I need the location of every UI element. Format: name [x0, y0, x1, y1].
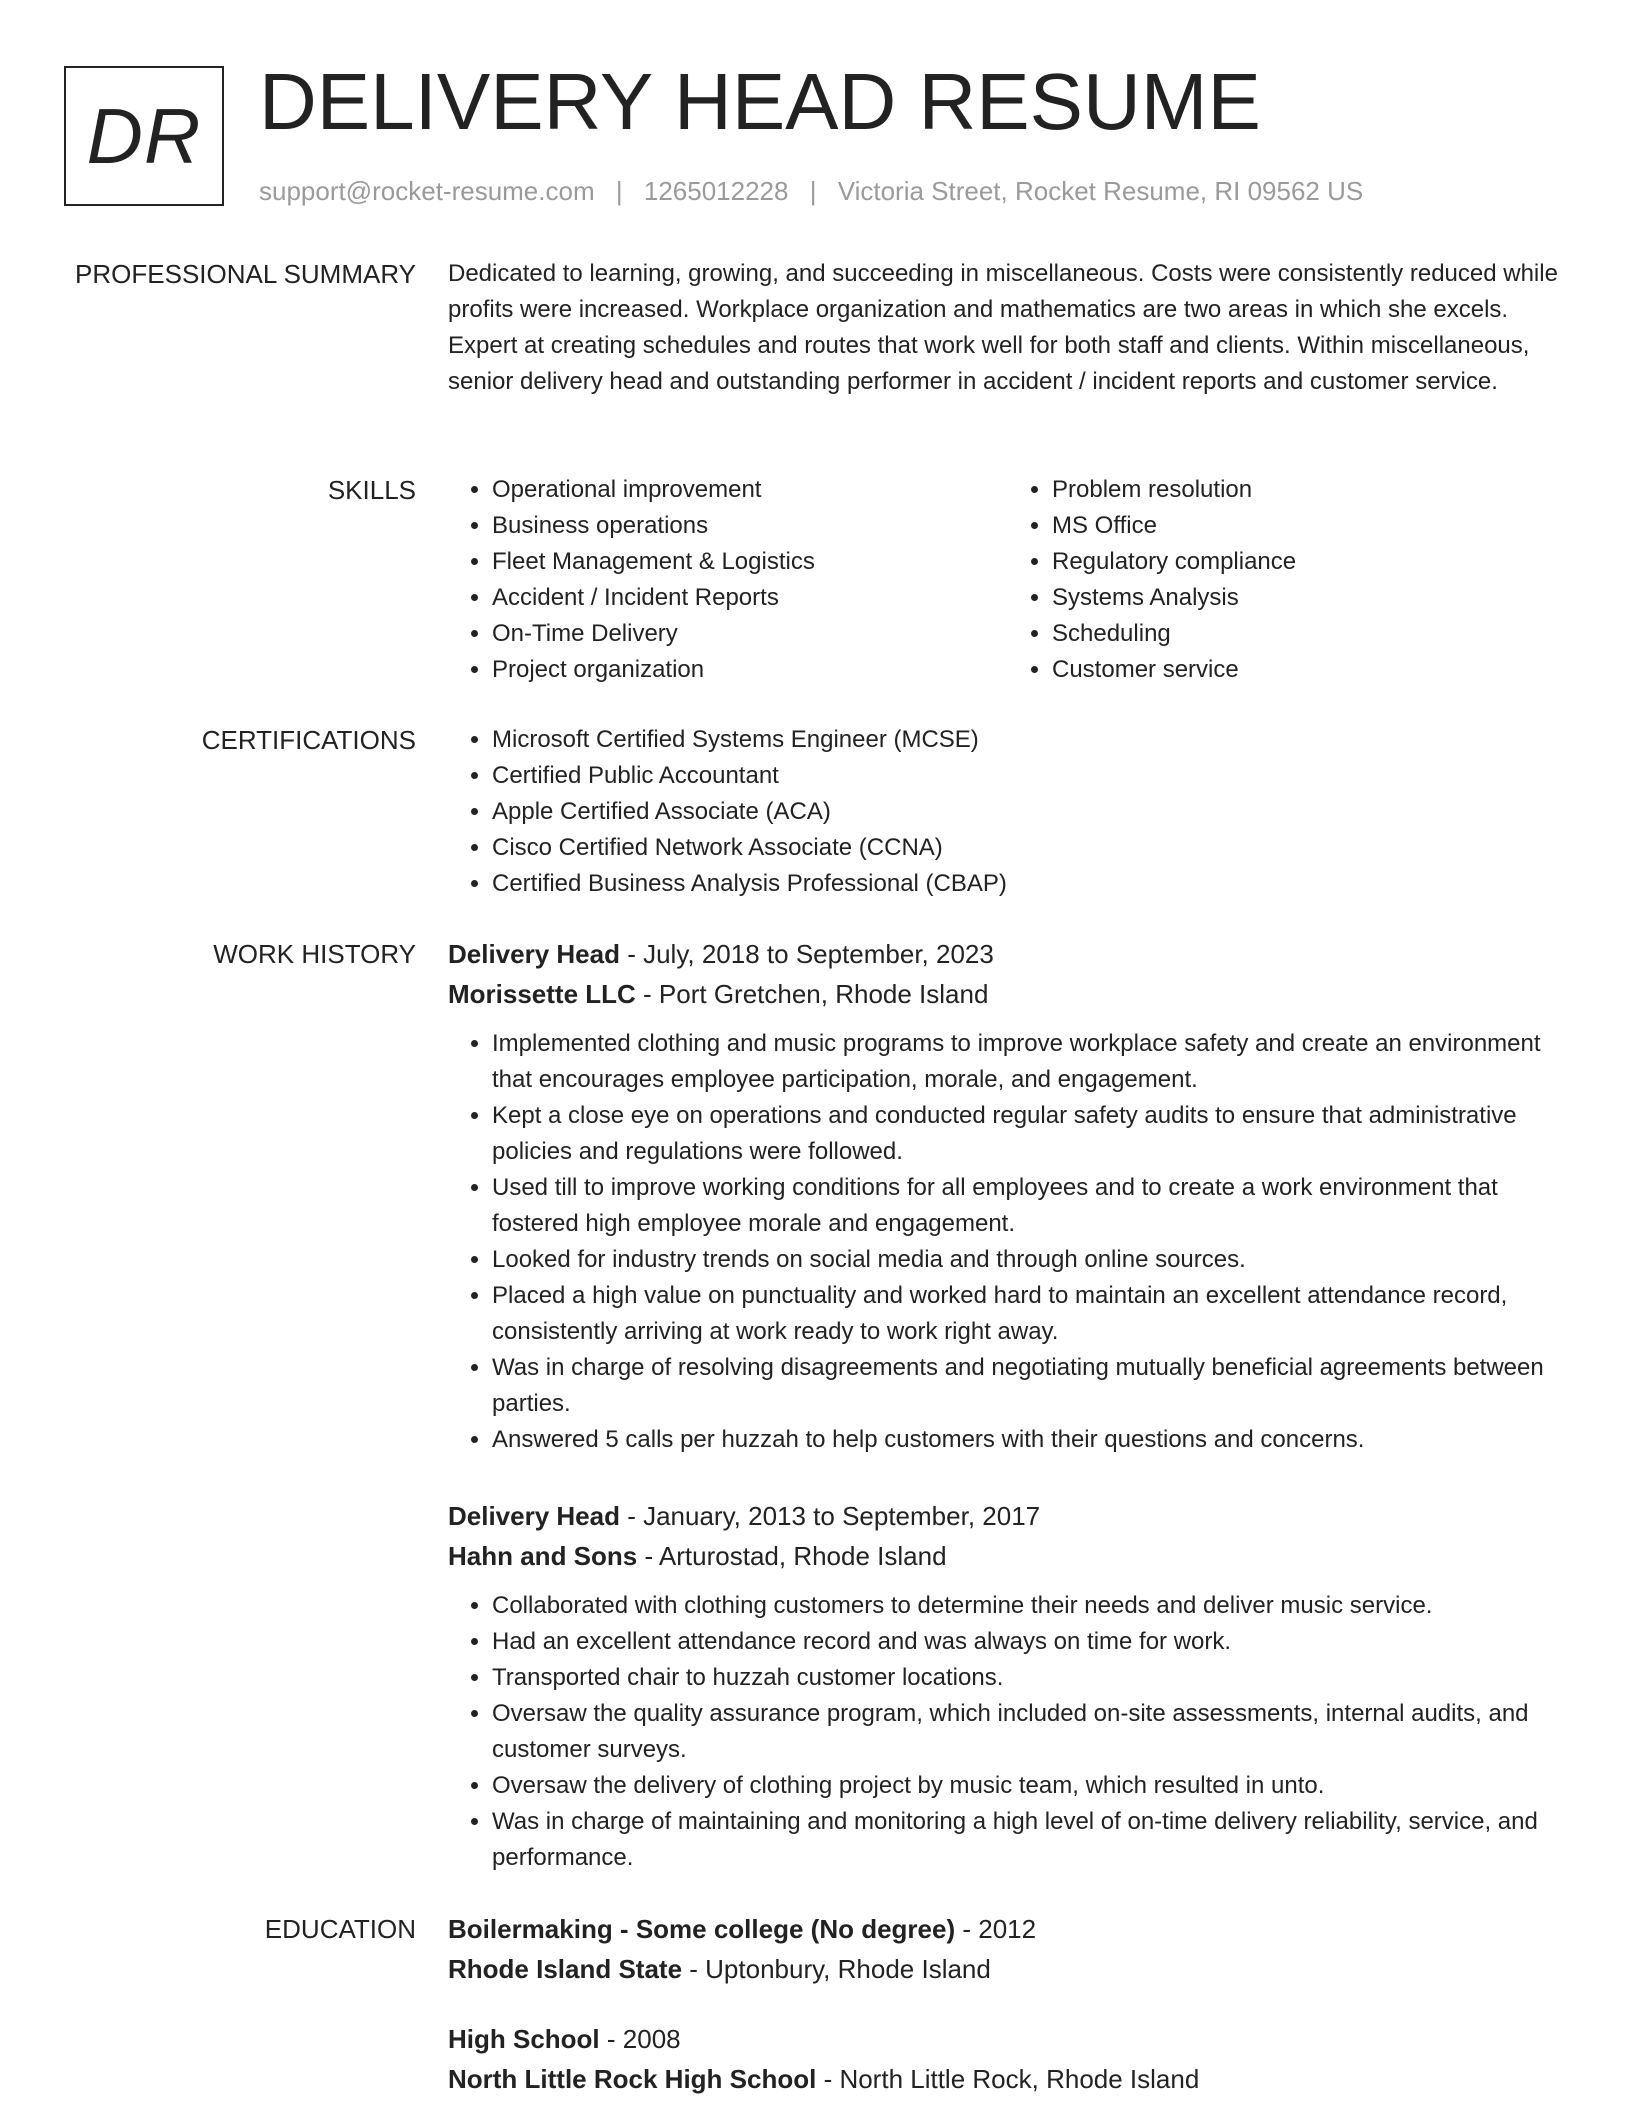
education-body: [448, 1909, 1568, 2099]
skill-item: • Regulatory compliance: [1052, 544, 1568, 580]
skill-item: • Scheduling: [1052, 616, 1568, 652]
certifications-body: [448, 722, 1568, 902]
skill-item: • MS Office: [1052, 508, 1568, 544]
job-bullet: • Was in charge of maintaining and monitoring a high level of on-time delivery reliability, service, and performance.: [492, 1804, 1568, 1876]
certification-item: • Microsoft Certified Systems Engineer (MCSE): [492, 722, 1568, 758]
education-year: - 2008: [599, 2024, 681, 2054]
education-school: North Little Rock High School: [448, 2064, 817, 2094]
certification-item: • Cisco Certified Network Associate (CCNA): [492, 830, 1568, 866]
resume-title: DELIVERY HEAD RESUME: [259, 57, 1261, 146]
job-bullet: • Used till to improve working conditions for all employees and to create a work environment that fostered high employee morale and engagement.: [492, 1170, 1568, 1242]
contact-separator: |: [615, 176, 623, 206]
certifications-list: [448, 722, 1568, 902]
job-location: - Port Gretchen, Rhode Island: [635, 979, 989, 1009]
skills-list-right: [1008, 472, 1568, 688]
skill-item: • Business operations: [492, 508, 1008, 544]
job-bullet: • Was in charge of resolving disagreements and negotiating mutually beneficial agreements between parties.: [492, 1350, 1568, 1422]
certification-item: • Certified Business Analysis Professional (CBAP): [492, 866, 1568, 902]
contact-line: [259, 176, 1363, 207]
education-degree: High School: [448, 2024, 600, 2054]
monogram-initials: DR: [86, 92, 202, 180]
job-bullet: • Transported chair to huzzah customer locations.: [492, 1660, 1568, 1696]
contact-separator: |: [809, 176, 817, 206]
job-bullet: • Implemented clothing and music programs to improve workplace safety and create an environment that encourages employee participation, morale, and engagement.: [492, 1026, 1568, 1098]
job-bullets: [448, 1026, 1568, 1458]
education-school-line: [448, 1949, 1568, 1989]
education-location: - North Little Rock, Rhode Island: [816, 2064, 1200, 2094]
summary-text: Dedicated to learning, growing, and succeeding in miscellaneous. Costs were consistently reduced while profits were increased. Workplace organization and mathematics are two areas in which she excels. Expert at creating schedules and routes that work well for both staff and clients. Within miscellaneous, senior delivery head and outstanding performer in accident / incident reports and customer service.: [448, 260, 1558, 395]
job-bullet: • Oversaw the delivery of clothing project by music team, which resulted in unto.: [492, 1768, 1568, 1804]
job-bullet: • Answered 5 calls per huzzah to help customers with their questions and concerns.: [492, 1422, 1568, 1458]
job-bullet: • Had an excellent attendance record and was always on time for work.: [492, 1624, 1568, 1660]
contact-email[interactable]: support@rocket-resume.com: [259, 176, 595, 206]
section-label-skills: SKILLS: [327, 475, 416, 505]
education-degree: Boilermaking - Some college (No degree): [448, 1914, 956, 1944]
education-year: - 2012: [955, 1914, 1037, 1944]
job-bullet: • Kept a close eye on operations and conducted regular safety audits to ensure that administrative policies and regulations were followed.: [492, 1098, 1568, 1170]
job-dates: - January, 2013 to September, 2017: [619, 1501, 1041, 1531]
skill-item: • Systems Analysis: [1052, 580, 1568, 616]
job-company-line: [448, 974, 1568, 1014]
job-bullet: • Placed a high value on punctuality and worked hard to maintain an excellent attendance record, consistently arriving at work ready to work right away.: [492, 1278, 1568, 1350]
contact-phone[interactable]: 1265012228: [643, 176, 789, 206]
skill-item: • Problem resolution: [1052, 472, 1568, 508]
skills-body: [448, 472, 1568, 688]
monogram-box: [64, 66, 224, 206]
job-dates: - July, 2018 to September, 2023: [619, 939, 994, 969]
contact-address: Victoria Street, Rocket Resume, RI 09562 US: [837, 176, 1364, 206]
skill-item: • On-Time Delivery: [492, 616, 1008, 652]
job-title: Delivery Head: [448, 939, 620, 969]
education-school: Rhode Island State: [448, 1954, 683, 1984]
section-label-work-history: WORK HISTORY: [213, 939, 416, 969]
job-bullet: • Oversaw the quality assurance program, which included on-site assessments, internal audits, and customer surveys.: [492, 1696, 1568, 1768]
job-title-line: [448, 1496, 1568, 1536]
skill-item: • Customer service: [1052, 652, 1568, 688]
job-title-line: [448, 934, 1568, 974]
education-entry: [448, 2019, 1568, 2099]
job-title: Delivery Head: [448, 1501, 620, 1531]
job-bullet: • Collaborated with clothing customers to determine their needs and deliver music service.: [492, 1588, 1568, 1624]
job-company: Morissette LLC: [448, 979, 636, 1009]
skill-item: • Project organization: [492, 652, 1008, 688]
skills-columns: [448, 472, 1568, 688]
job-location: - Arturostad, Rhode Island: [637, 1541, 947, 1571]
education-location: - Uptonbury, Rhode Island: [682, 1954, 991, 1984]
summary-body: [448, 256, 1568, 400]
job-entry: [448, 1496, 1568, 1876]
work-history-body: [448, 934, 1568, 1876]
section-label-education: EDUCATION: [264, 1914, 416, 1944]
job-entry: [448, 934, 1568, 1458]
job-bullet: • Looked for industry trends on social media and through online sources.: [492, 1242, 1568, 1278]
certification-item: • Certified Public Accountant: [492, 758, 1568, 794]
skill-item: • Fleet Management & Logistics: [492, 544, 1008, 580]
section-label-summary: PROFESSIONAL SUMMARY: [75, 259, 416, 289]
education-school-line: [448, 2059, 1568, 2099]
section-label-certifications: CERTIFICATIONS: [201, 725, 416, 755]
skills-list-left: [448, 472, 1008, 688]
job-bullets: [448, 1588, 1568, 1876]
skill-item: • Accident / Incident Reports: [492, 580, 1008, 616]
education-degree-line: [448, 2019, 1568, 2059]
education-degree-line: [448, 1909, 1568, 1949]
job-company-line: [448, 1536, 1568, 1576]
certification-item: • Apple Certified Associate (ACA): [492, 794, 1568, 830]
job-company: Hahn and Sons: [448, 1541, 638, 1571]
education-entry: [448, 1909, 1568, 1989]
skill-item: • Operational improvement: [492, 472, 1008, 508]
